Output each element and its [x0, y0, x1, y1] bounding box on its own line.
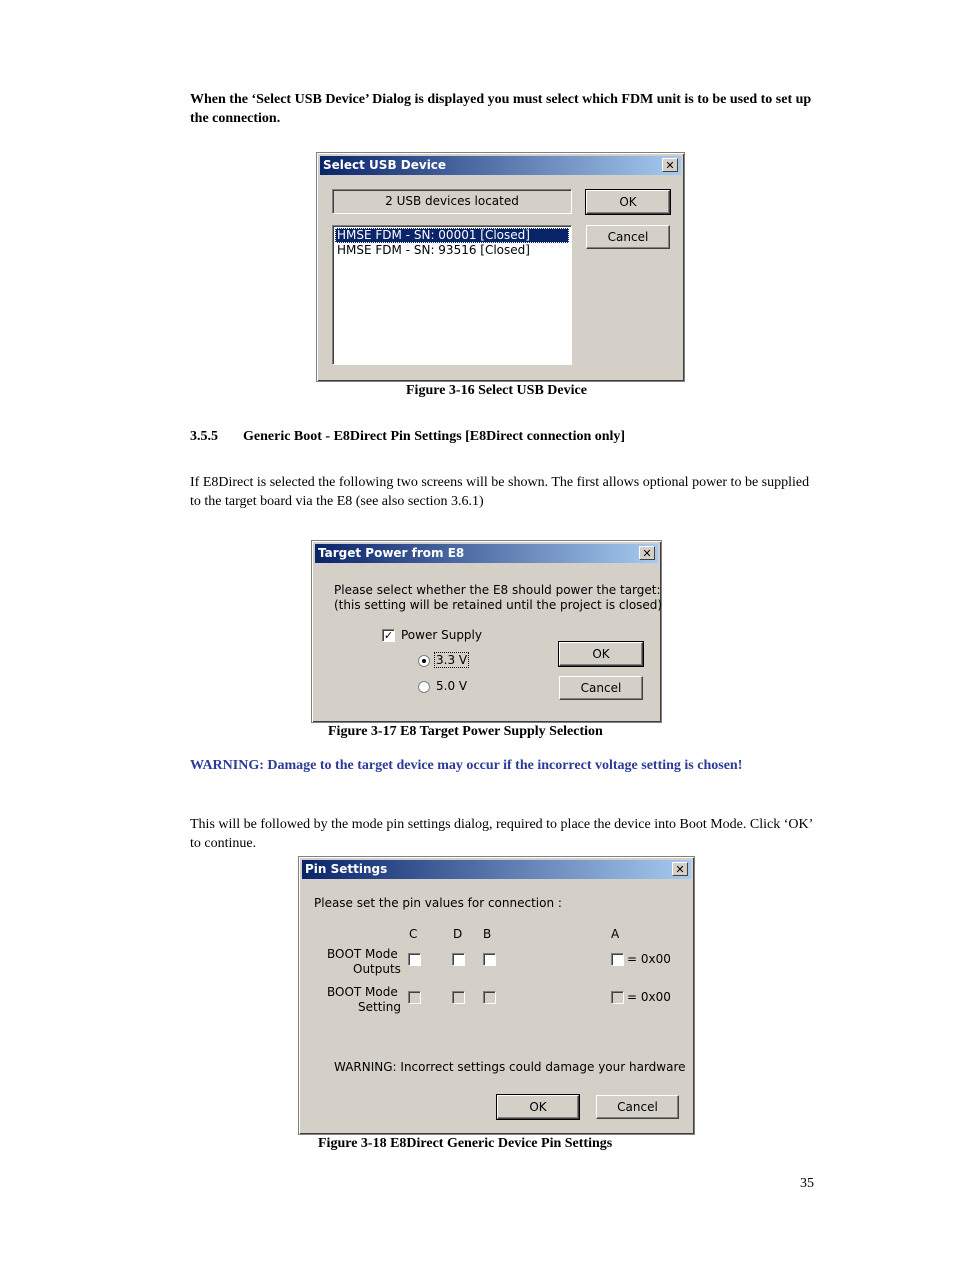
usb-device-list[interactable] — [332, 225, 572, 365]
row2-c-checkbox — [408, 991, 421, 1004]
row1-c-checkbox[interactable] — [408, 953, 421, 966]
section-number: 3.5.5 — [190, 429, 218, 444]
row1-label-line1: BOOT Mode — [327, 947, 398, 961]
target-power-dialog — [311, 540, 662, 723]
close-icon[interactable]: ✕ — [639, 546, 655, 560]
usb-status-field — [332, 189, 572, 214]
row2-b-checkbox — [483, 991, 496, 1004]
pin-settings-title: Pin Settings — [305, 862, 388, 876]
row2-label-line2: Setting — [358, 1000, 401, 1014]
column-c-label: C — [409, 927, 418, 941]
close-icon[interactable]: ✕ — [662, 158, 678, 172]
target-power-titlebar — [315, 544, 658, 563]
column-d-label: D — [453, 927, 463, 941]
voltage-warning: WARNING: Damage to the target device may occur if the incorrect voltage setting is chosen! — [190, 758, 743, 773]
row2-label-line1: BOOT Mode — [327, 985, 398, 999]
list-item[interactable]: HMSE FDM - SN: 93516 [Closed] — [337, 243, 530, 257]
select-usb-title: Select USB Device — [323, 158, 447, 172]
pin-settings-dialog — [298, 856, 695, 1135]
pin-prompt: Please set the pin values for connection : — [314, 896, 562, 910]
section-title: Generic Boot - E8Direct Pin Settings [E8Direct connection only] — [243, 429, 626, 444]
figure-17-caption: Figure 3-17 E8 Target Power Supply Selection — [328, 724, 603, 739]
cancel-button[interactable]: Cancel — [559, 676, 643, 700]
e8-paragraph: If E8Direct is selected the following two screens will be shown. The first allows optional power to be supplied to the target board via the E8 (see also section 3.6.1) — [190, 475, 810, 509]
row2-value: = 0x00 — [627, 990, 671, 1004]
pin-warning: WARNING: Incorrect settings could damage your hardware — [334, 1060, 686, 1074]
row1-a-checkbox[interactable] — [611, 953, 624, 966]
row1-label-line2: Outputs — [353, 962, 401, 976]
ok-button[interactable]: OK — [497, 1095, 579, 1119]
figure-16-caption: Figure 3-16 Select USB Device — [406, 383, 587, 398]
voltage-label-3v3: 3.3 V — [436, 653, 468, 667]
pin-settings-titlebar — [302, 860, 691, 879]
cancel-button[interactable]: Cancel — [596, 1095, 679, 1119]
voltage-radio-5v0[interactable] — [418, 681, 430, 693]
power-supply-label: Power Supply — [401, 628, 482, 642]
power-prompt-line1: Please select whether the E8 should power the target: — [334, 583, 661, 597]
list-item[interactable]: HMSE FDM - SN: 00001 [Closed] — [335, 228, 569, 243]
voltage-radio-3v3[interactable] — [418, 655, 430, 667]
power-supply-checkbox[interactable] — [382, 629, 395, 642]
row1-b-checkbox[interactable] — [483, 953, 496, 966]
select-usb-device-dialog — [316, 152, 685, 382]
ok-button[interactable]: OK — [586, 190, 670, 214]
row2-a-checkbox — [611, 991, 624, 1004]
target-power-title: Target Power from E8 — [318, 546, 465, 560]
page-number: 35 — [800, 1176, 814, 1191]
row1-d-checkbox[interactable] — [452, 953, 465, 966]
column-b-label: B — [483, 927, 492, 941]
intro-paragraph: When the ‘Select USB Device’ Dialog is displayed you must select which FDM unit is to be used to set up the connection. — [190, 92, 812, 126]
power-prompt-line2: (this setting will be retained until the project is closed) — [334, 598, 663, 612]
row1-value: = 0x00 — [627, 952, 671, 966]
cancel-button[interactable]: Cancel — [586, 225, 670, 249]
close-icon[interactable]: ✕ — [672, 862, 688, 876]
check-icon: ✓ — [383, 629, 394, 642]
voltage-label-5v0: 5.0 V — [436, 679, 468, 693]
column-a-label: A — [611, 927, 620, 941]
follow-paragraph: This will be followed by the mode pin settings dialog, required to place the device into Boot Mode. Click ‘OK’ to continue. — [190, 817, 813, 851]
select-usb-titlebar — [320, 156, 681, 175]
ok-button[interactable]: OK — [559, 642, 643, 666]
row2-d-checkbox — [452, 991, 465, 1004]
usb-status-text: 2 USB devices located — [385, 194, 519, 208]
figure-18-caption: Figure 3-18 E8Direct Generic Device Pin Settings — [318, 1136, 613, 1151]
